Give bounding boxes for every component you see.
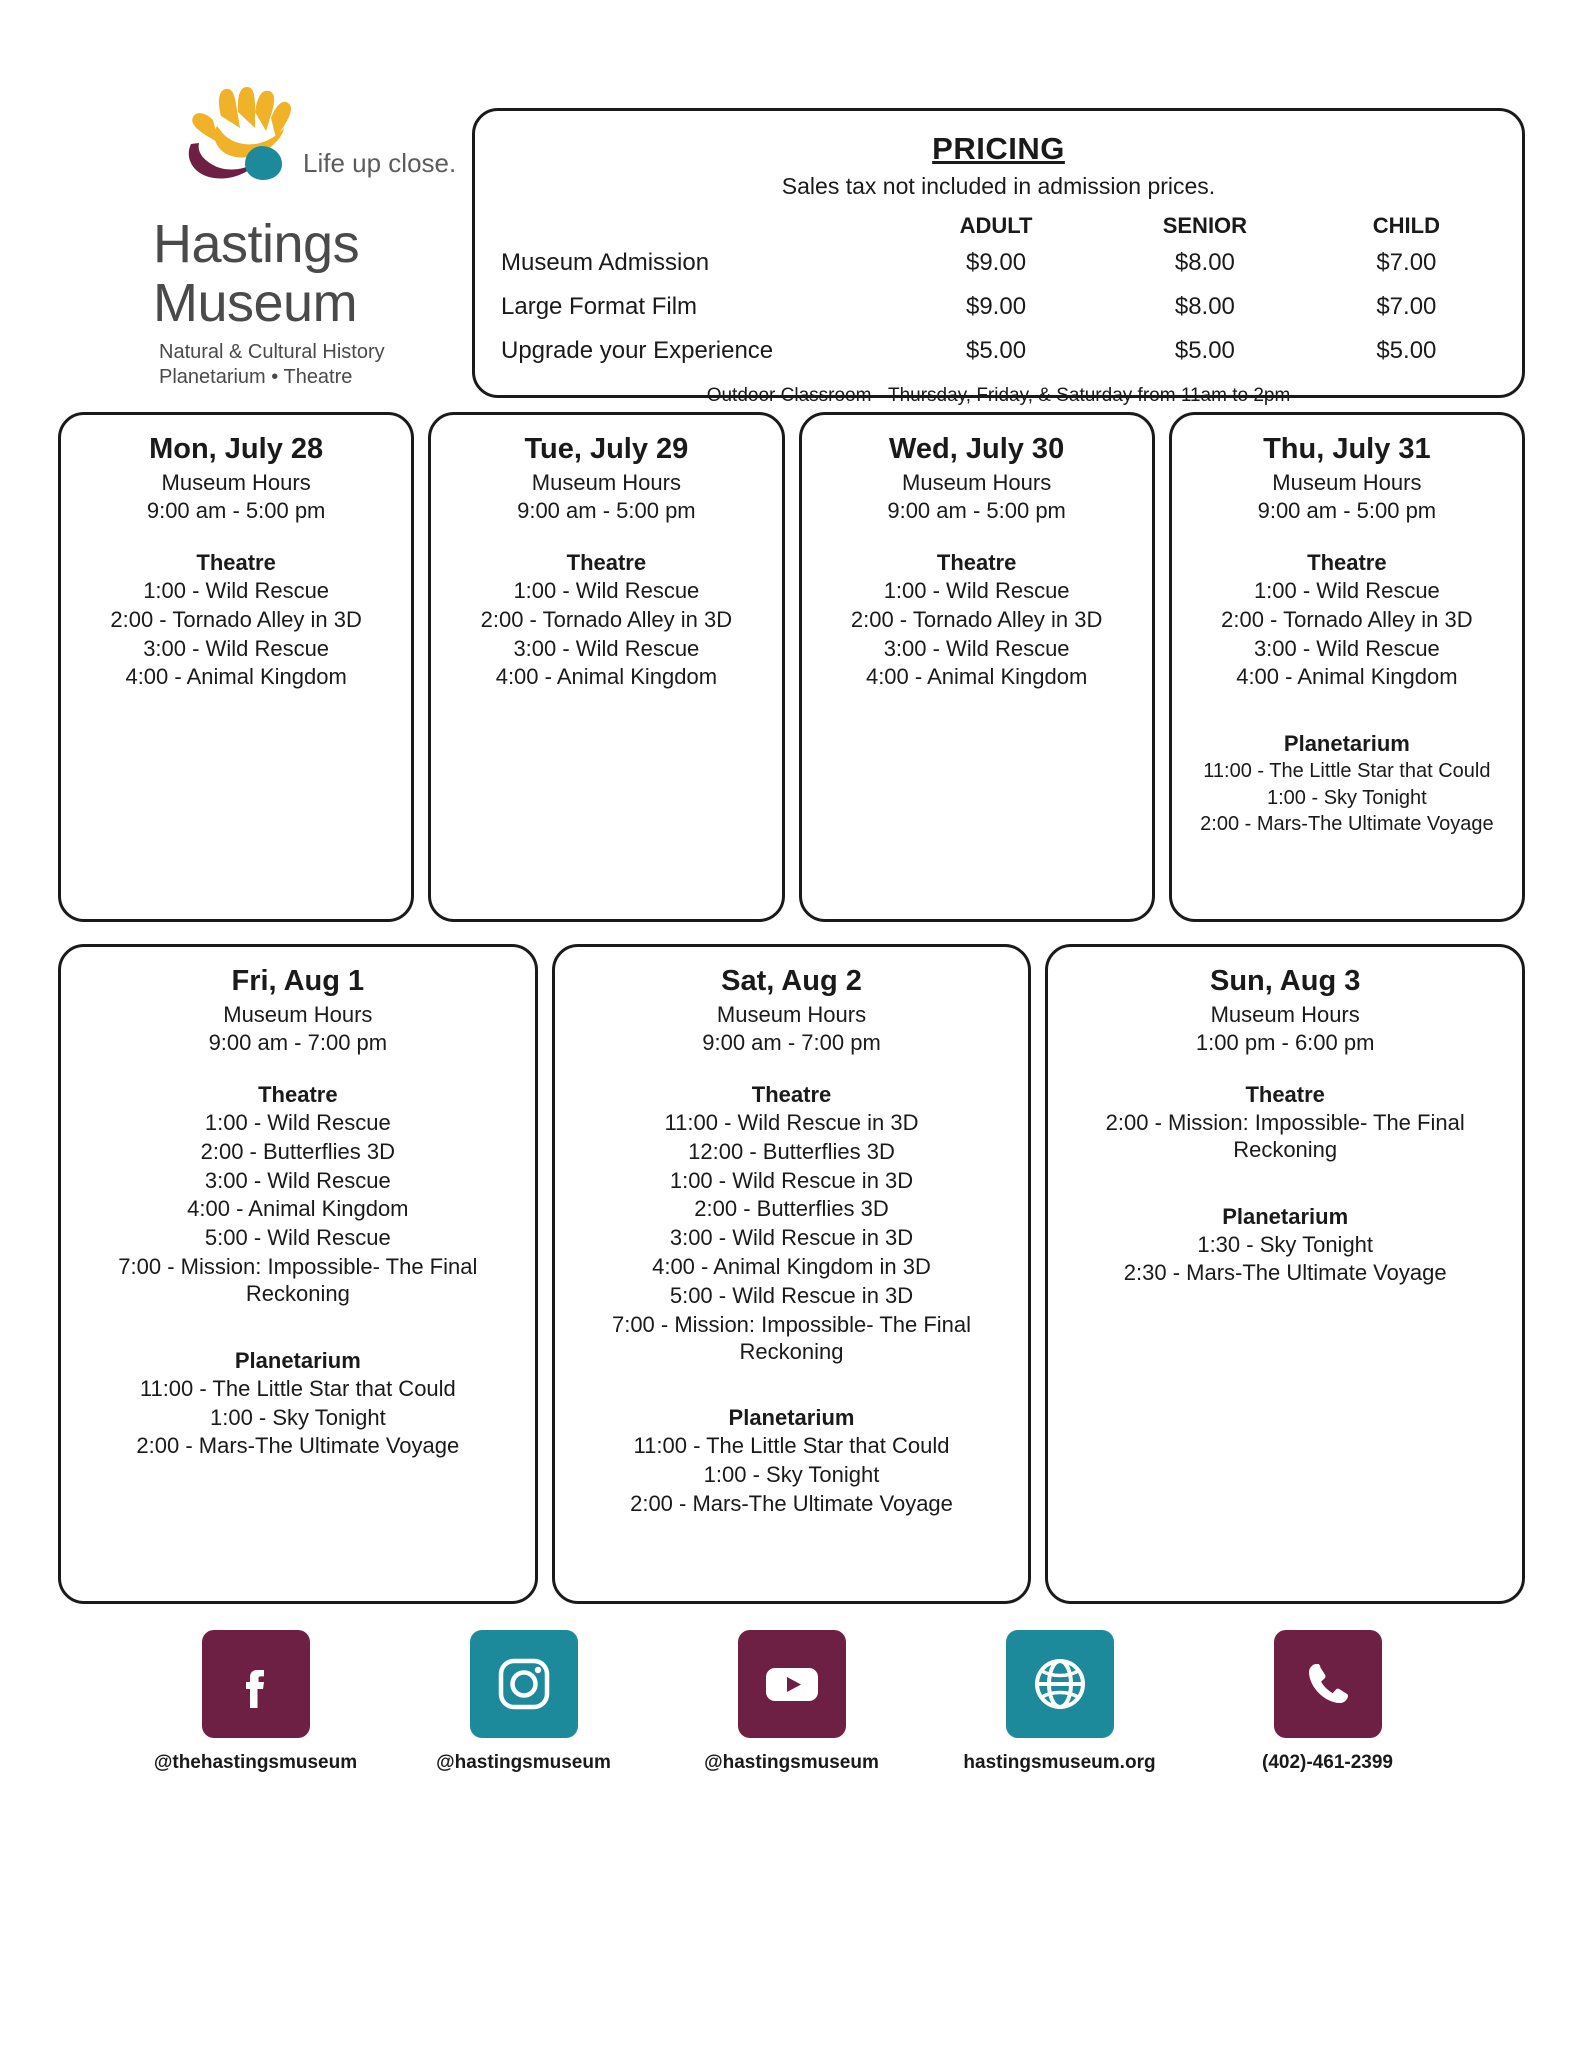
theatre-show: 3:00 - Wild Rescue — [204, 1167, 391, 1193]
theatre-show: 1:00 - Wild Rescue — [1253, 578, 1440, 603]
planetarium-show: 11:00 - The Little Star that Could — [1203, 760, 1491, 783]
brand-name-line2: Museum — [153, 273, 358, 334]
pricing-subtitle: Sales tax not included in admission prices. — [781, 173, 1216, 199]
planetarium-heading: Planetarium — [1222, 1203, 1349, 1229]
theatre-show: 4:00 - Animal Kingdom — [865, 664, 1088, 690]
day-hours: 1:00 pm - 6:00 pm — [1195, 1030, 1375, 1055]
social-label: @thehastingsmuseum — [153, 1752, 358, 1773]
pricing-row-child: $5.00 — [1376, 337, 1437, 364]
theatre-heading: Theatre — [258, 1082, 338, 1107]
planetarium-show: 2:00 - Mars-The Ultimate Voyage — [630, 1491, 953, 1517]
theatre-show: 3:00 - Wild Rescue — [143, 635, 330, 661]
pricing-row-label: Museum Admission — [501, 249, 710, 276]
globe-icon[interactable] — [1006, 1630, 1114, 1738]
theatre-heading: Theatre — [751, 1082, 832, 1107]
planetarium-show: 2:00 - Mars-The Ultimate Voyage — [136, 1433, 460, 1459]
day-title: Tue, July 29 — [524, 433, 689, 465]
footer-social-bar — [0, 1630, 1583, 1774]
theatre-show: 3:00 - Wild Rescue — [883, 635, 1070, 661]
pricing-title: PRICING — [932, 131, 1065, 166]
planetarium-show: 11:00 - The Little Star that Could — [633, 1433, 950, 1459]
social-facebook[interactable] — [151, 1630, 361, 1774]
pricing-table — [501, 212, 1496, 373]
planetarium-show: 1:00 - Sky Tonight — [209, 1404, 386, 1430]
hours-label: Museum Hours — [1210, 1002, 1360, 1027]
theatre-show: 12:00 - Butterflies 3D — [688, 1138, 895, 1164]
social-label: (402)-461-2399 — [1262, 1752, 1393, 1773]
day-hours: 9:00 am - 5:00 pm — [517, 498, 696, 523]
day-title: Thu, July 31 — [1263, 433, 1431, 465]
day-hours: 9:00 am - 5:00 pm — [1257, 498, 1437, 523]
pricing-row-child: $7.00 — [1376, 293, 1437, 320]
pricing-note: Outdoor Classroom - Thursday, Friday, & Saturday from 11am to 2pm — [706, 385, 1291, 406]
pricing-col-senior: SENIOR — [1162, 213, 1248, 238]
theatre-heading: Theatre — [196, 550, 276, 575]
day-hours: 9:00 am - 7:00 pm — [702, 1030, 881, 1055]
pricing-col-blank — [501, 212, 899, 241]
theatre-heading: Theatre — [936, 550, 1017, 575]
pricing-row-label: Upgrade your Experience — [501, 337, 774, 364]
theatre-show: 4:00 - Animal Kingdom — [125, 664, 347, 690]
day-card-sunday — [1045, 944, 1525, 1604]
social-phone[interactable] — [1223, 1630, 1433, 1774]
theatre-show: 4:00 - Animal Kingdom — [1236, 664, 1458, 690]
day-title: Wed, July 30 — [889, 433, 1065, 465]
table-row — [501, 241, 1496, 285]
museum-logo — [58, 78, 458, 390]
day-card-thursday — [1169, 412, 1525, 922]
theatre-show: 3:00 - Wild Rescue — [1253, 635, 1440, 661]
day-card-tuesday — [428, 412, 784, 922]
pricing-row-label: Large Format Film — [501, 293, 698, 320]
logo-mark — [153, 86, 457, 211]
day-card-saturday — [552, 944, 1032, 1604]
hand-swoosh-icon — [183, 86, 313, 181]
theatre-show: 2:00 - Mission: Impossible- The Final Reckoning — [1105, 1110, 1465, 1162]
pricing-row-adult: $9.00 — [965, 249, 1027, 276]
day-card-friday — [58, 944, 538, 1604]
table-row — [501, 329, 1496, 373]
theatre-show: 11:00 - Wild Rescue in 3D — [664, 1110, 919, 1135]
theatre-show: 3:00 - Wild Rescue — [513, 635, 700, 661]
planetarium-show: 1:30 - Sky Tonight — [1197, 1231, 1374, 1257]
social-instagram[interactable] — [419, 1630, 629, 1774]
day-card-monday — [58, 412, 414, 922]
page-header — [0, 0, 1583, 406]
theatre-show: 2:00 - Tornado Alley in 3D — [850, 606, 1103, 632]
planetarium-heading: Planetarium — [234, 1347, 361, 1373]
planetarium-show: 1:00 - Sky Tonight — [1267, 786, 1427, 809]
planetarium-show: 11:00 - The Little Star that Could — [139, 1375, 456, 1401]
hours-label: Museum Hours — [161, 470, 311, 495]
theatre-show: 4:00 - Animal Kingdom — [187, 1196, 409, 1222]
social-website[interactable] — [955, 1630, 1165, 1774]
phone-icon[interactable] — [1274, 1630, 1382, 1738]
day-card-wednesday — [799, 412, 1155, 922]
pricing-col-adult: ADULT — [959, 213, 1033, 238]
theatre-show: 7:00 - Mission: Impossible- The Final Reckoning — [611, 1311, 972, 1364]
theatre-show: 1:00 - Wild Rescue — [883, 578, 1070, 603]
facebook-icon[interactable] — [202, 1630, 310, 1738]
theatre-show: 7:00 - Mission: Impossible- The Final Reckoning — [118, 1254, 478, 1306]
theatre-show: 5:00 - Wild Rescue in 3D — [669, 1282, 914, 1308]
pricing-col-child: CHILD — [1372, 213, 1440, 238]
brand-sub-line2: Planetarium • Theatre — [159, 365, 353, 388]
planetarium-show: 1:00 - Sky Tonight — [703, 1462, 880, 1488]
theatre-show: 2:00 - Tornado Alley in 3D — [480, 606, 733, 632]
planetarium-show: 2:30 - Mars-The Ultimate Voyage — [1123, 1260, 1447, 1286]
pricing-row-senior: $8.00 — [1174, 249, 1235, 276]
day-title: Fri, Aug 1 — [231, 965, 365, 997]
social-label: @hastingsmuseum — [436, 1752, 611, 1773]
theatre-show: 1:00 - Wild Rescue — [204, 1110, 391, 1135]
table-row — [501, 285, 1496, 329]
social-label: @hastingsmuseum — [704, 1752, 879, 1773]
hours-label: Museum Hours — [531, 470, 681, 495]
theatre-show: 2:00 - Tornado Alley in 3D — [110, 606, 362, 632]
theatre-show: 2:00 - Butterflies 3D — [694, 1196, 889, 1222]
pricing-row-senior: $8.00 — [1174, 293, 1235, 320]
day-hours: 9:00 am - 5:00 pm — [887, 498, 1066, 523]
theatre-show: 5:00 - Wild Rescue — [204, 1225, 391, 1251]
theatre-show: 2:00 - Tornado Alley in 3D — [1221, 606, 1473, 632]
hours-label: Museum Hours — [1272, 470, 1422, 495]
brand-name-line1: Hastings — [153, 214, 360, 274]
social-label: hastingsmuseum.org — [963, 1752, 1156, 1773]
pricing-row-adult: $5.00 — [965, 337, 1027, 364]
pricing-header-row — [501, 212, 1496, 241]
theatre-show: 3:00 - Wild Rescue in 3D — [669, 1225, 914, 1251]
theatre-show: 1:00 - Wild Rescue — [513, 578, 700, 603]
brand-sub-line1: Natural & Cultural History — [159, 340, 385, 363]
theatre-heading: Theatre — [1307, 550, 1387, 575]
planetarium-show: 2:00 - Mars-The Ultimate Voyage — [1200, 813, 1494, 836]
youtube-icon[interactable] — [738, 1630, 846, 1738]
theatre-show: 4:00 - Animal Kingdom in 3D — [652, 1254, 931, 1280]
hours-label: Museum Hours — [716, 1002, 867, 1027]
theatre-show: 2:00 - Butterflies 3D — [200, 1138, 396, 1164]
pricing-row-senior: $5.00 — [1174, 337, 1235, 364]
hours-label: Museum Hours — [223, 1002, 373, 1027]
day-title: Sat, Aug 2 — [721, 965, 862, 997]
day-hours: 9:00 am - 5:00 pm — [146, 498, 326, 523]
theatre-heading: Theatre — [566, 550, 647, 575]
social-youtube[interactable] — [687, 1630, 897, 1774]
instagram-icon[interactable] — [470, 1630, 578, 1738]
theatre-show: 1:00 - Wild Rescue — [143, 578, 330, 603]
schedule-row-weekend — [0, 944, 1583, 1604]
schedule-row-weekdays — [0, 412, 1583, 922]
planetarium-heading: Planetarium — [1283, 731, 1410, 757]
planetarium-heading: Planetarium — [728, 1405, 855, 1431]
theatre-show: 1:00 - Wild Rescue in 3D — [669, 1167, 914, 1193]
hours-label: Museum Hours — [902, 470, 1052, 495]
theatre-heading: Theatre — [1245, 1082, 1325, 1107]
brand-tagline: Life up close. — [303, 148, 457, 178]
day-hours: 9:00 am - 7:00 pm — [208, 1030, 388, 1055]
theatre-show: 4:00 - Animal Kingdom — [495, 664, 718, 690]
pricing-row-adult: $9.00 — [965, 293, 1027, 320]
pricing-row-child: $7.00 — [1376, 249, 1437, 276]
pricing-panel — [472, 108, 1525, 406]
day-title: Sun, Aug 3 — [1209, 965, 1361, 997]
day-title: Mon, July 28 — [149, 433, 324, 465]
